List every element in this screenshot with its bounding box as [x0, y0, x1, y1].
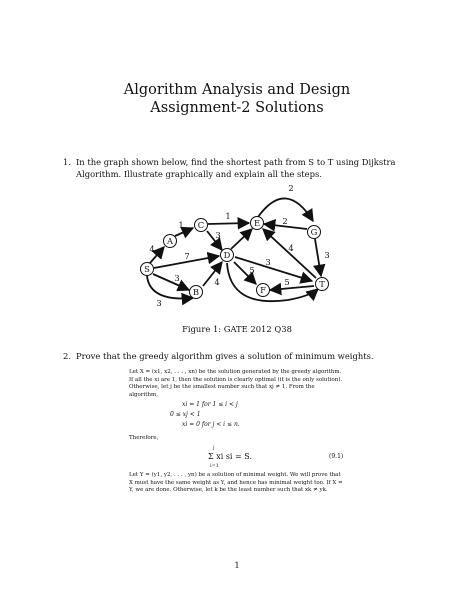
weight-G-T: 3 — [324, 250, 330, 260]
weight-D-T: 3 — [265, 257, 271, 267]
weight-T-F: 5 — [284, 277, 290, 287]
weight-S-B: 3 — [174, 273, 180, 283]
math-line-3: xi = 0 for j < i ≤ n. — [182, 421, 240, 428]
proof-paragraph-1: Let X = (x1, x2, . . . , xn) be the solution generated by the greedy algorithm. If all the xi are 1, then the solution is clearly optimal (it is the only solution). Otherwise, let j be the smallest number such that xj ≠ 1. From the algorithm, — [129, 369, 343, 398]
weight-A-C: 1 — [178, 220, 184, 230]
edge-T-F — [270, 286, 314, 290]
math-line-1: xi = 1 for 1 ≤ i < j — [182, 401, 238, 408]
proof-paragraph-2: Let Y = (y1, y2, . . . , yn) be a solution of minimal weight. We will prove that X must have the same weight as Y, and hence has minimal weight too. If X = Y, we are done. Otherwise, let k be the least number such that xk ≠ yk. — [129, 472, 343, 494]
sum-lower-limit: i=1 — [210, 463, 219, 469]
edge-D-T — [235, 257, 312, 281]
weight-S-D: 7 — [184, 251, 190, 261]
node-label-S: S — [144, 264, 150, 274]
edge-T-E — [263, 229, 316, 278]
weight-E-G: 2 — [288, 183, 294, 193]
edge-G-T — [315, 239, 321, 276]
question-2-number: 2. — [63, 351, 71, 361]
figure-caption: Figure 1: GATE 2012 Q38 — [182, 324, 292, 334]
node-label-D: D — [223, 250, 231, 260]
sum-upper-limit: j — [213, 445, 215, 451]
weight-C-E: 1 — [225, 211, 231, 221]
equation-number: (9.1) — [329, 453, 344, 460]
edge-D-E — [231, 229, 252, 249]
weight-G-E: 2 — [282, 216, 288, 226]
weight-B-D: 4 — [214, 277, 220, 287]
question-1-text: In the graph shown below, find the shortest path from S to T using Dijkstra Algorithm. Illustrate graphically and explain all the steps. — [76, 157, 396, 179]
document-subtitle: Assignment-2 Solutions — [150, 100, 324, 116]
question-2-text: Prove that the greedy algorithm gives a solution of minimum weights. — [76, 351, 374, 361]
node-label-B: B — [192, 287, 200, 297]
weight-S-A: 4 — [149, 244, 155, 254]
edge-S-B-curve — [147, 276, 193, 299]
node-label-E: E — [253, 218, 261, 228]
therefore-text: Therefore, — [129, 435, 159, 441]
node-label-T: T — [319, 279, 325, 289]
node-label-C: C — [197, 220, 205, 230]
weight-T-E: 4 — [288, 243, 294, 253]
weight-S-B-curve: 3 — [156, 298, 162, 308]
weight-C-D: 3 — [215, 230, 221, 240]
sum-equation: Σ xi si = S. — [208, 452, 253, 461]
page-number: 1 — [234, 560, 240, 570]
edge-C-E — [208, 223, 249, 224]
math-line-2: 0 ≤ xj < 1 — [170, 411, 201, 418]
document-title: Algorithm Analysis and Design — [123, 82, 351, 98]
weight-D-F: 5 — [249, 265, 255, 275]
question-1-number: 1. — [63, 157, 71, 167]
node-label-G: G — [310, 227, 318, 237]
node-label-A: A — [166, 236, 174, 246]
edge-S-B — [153, 274, 189, 290]
node-label-F: F — [260, 285, 266, 295]
